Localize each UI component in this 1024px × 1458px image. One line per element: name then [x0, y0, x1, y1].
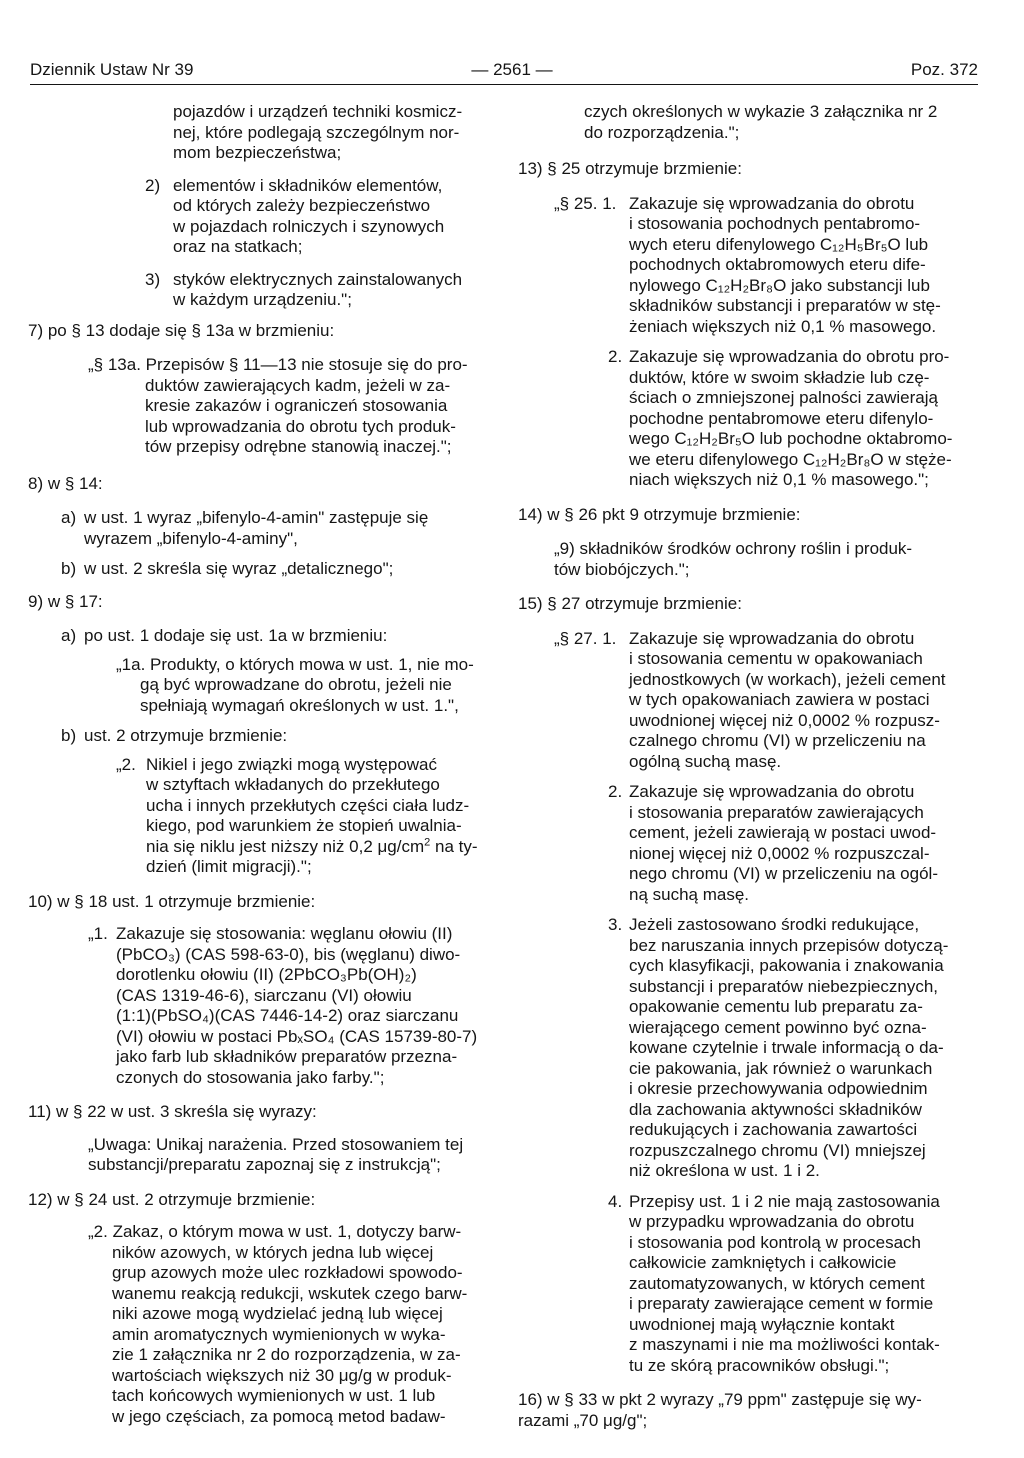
- text-line: (CAS 1319-46-6), siarczanu (VI) ołowiu: [116, 985, 412, 1005]
- point-14-quote: „9) składników środków ochrony roślin i produk- tów biobójczych.";: [554, 539, 913, 579]
- section-25-2-text: [629, 347, 984, 491]
- section-25-1-first-line: Zakazuje się wprowadzania do obrotu: [629, 193, 915, 213]
- paragraph-1a: [116, 655, 510, 717]
- point-8b: [61, 559, 510, 580]
- point-9b-text: ust. 2 otrzymuje brzmienie:: [84, 726, 288, 745]
- section-13a: [88, 355, 510, 458]
- point-14: 14) w § 26 pkt 9 otrzymuje brzmienie:: [518, 504, 801, 524]
- item-2: [145, 176, 510, 258]
- item-3-text: styków elektrycznych zainstalowanych w każdym urządzeniu.";: [173, 269, 463, 309]
- section-25-1-text: [629, 214, 984, 337]
- section-25-label: „§ 25. 1.: [554, 193, 617, 213]
- paragraph-2-text-a: Nikiel i jego związki mogą występować w sztyftach wkładanych do przekłutego ucha i innych przekłutych części ciała ludz- kiego, pod warunkiem że stopień uwalnia- nia się niklu jest niższy niż 0,2 μg/cm: [146, 754, 470, 856]
- point-8a: [61, 508, 510, 549]
- section-27-4-label: 4.: [608, 1191, 623, 1211]
- point-9a: [61, 626, 510, 647]
- text-line: we eteru difenylowego C₁₂H₂Br₈O w stęże-: [629, 449, 952, 469]
- section-27-1-first-line: Zakazuje się wprowadzania do obrotu: [629, 628, 915, 648]
- text-line: (1:1)(PbSO₄)(CAS 7446-14-2) oraz siarczanu: [116, 1006, 459, 1025]
- position-number: Poz. 372: [910, 60, 978, 79]
- item-3: [145, 270, 510, 311]
- section-27-1-text: i stosowania cementu w opakowaniach jednostkowych (w workach), jeżeli cement w tych opakowaniach zawiera w postaci uwodnionej więcej niż 0,0002 % rozpusz- czalnego chromu (VI) w przeliczeniu na ogólną suchą masę.: [629, 649, 946, 771]
- header-rule: [30, 84, 978, 85]
- section-27-3: [608, 915, 984, 1182]
- section-27-3-text: Jeżeli zastosowano środki redukujące, bez naruszania innych przepisów dotyczą- cych klasyfikacji, pakowania i znakowania substancji i preparatów niebezpiecznych, opakowanie cementu lub preparatu za- wierającego cement powinno być ozna- kowane czytelnie i trwale informacją o da- cie pakowania, jak również o warunkach i okresie przechowywania odpowiednim dla zachowania aktywności składników redukujących i zachowania zawartości rozpuszczalnego chromu (VI) mniejszej niż określona w ust. 1 i 2.: [629, 915, 949, 1180]
- point-9b: [61, 726, 510, 747]
- text-line: wego C₁₂H₂Br₅O lub pochodne oktabromo-: [629, 429, 953, 448]
- paragraph-24-2-label: „2.: [88, 1222, 108, 1241]
- text-line: pochodnych oktabromowych eteru dife-: [629, 255, 926, 274]
- paragraph-24-2-text: ników azowych, w których jedna lub więcej grup azowych może ulec rozkładowi spowodo- wanemu reakcją redukcji, wskutek czego barw- niki azowe mogą wydzielać jedną lub więcej amin aromatycznych wymienionych w wyka- zie 1 załącznika nr 2 do rozporządzenia, w za- wartościach większych niż 30 μg/g w produk- tach końcowych wymienionych w ust. 1 lub w jego częściach, za pomocą metod badaw-: [112, 1242, 468, 1426]
- section-13a-first-line: Przepisów § 11—13 nie stosuje się do pro-: [145, 355, 468, 374]
- paragraph-1a-text: gą być wprowadzane do obrotu, jeżeli nie spełniają wymagań określonych w ust. 1.",: [140, 675, 459, 715]
- point-11: 11) w § 22 w ust. 3 skreśla się wyrazy:: [28, 1102, 317, 1121]
- section-27-2-label: 2.: [608, 782, 623, 801]
- section-25-1: [554, 194, 984, 338]
- section-27-3-label: 3.: [608, 915, 623, 934]
- section-13a-text: duktów zawierających kadm, jeżeli w za- kresie zakazów i ograniczeń stosowania lub wprowadzania do obrotu tych produk- tów przepisy odrębne stanowią inaczej.";: [145, 375, 456, 456]
- point-16: 16) w § 33 w pkt 2 wyrazy „79 ppm" zastępuje się wy- razami „70 μg/g";: [518, 1390, 922, 1430]
- text-line: (VI) ołowiu w postaci PbₓSO₄ (CAS 15739-80-7): [116, 1026, 478, 1046]
- unit-exponent: 2: [424, 835, 431, 848]
- item-2-text: elementów i składników elementów, od których zależy bezpieczeństwo w pojazdach rolniczych i szynowych oraz na statkach;: [173, 175, 445, 256]
- paragraph-1a-label: „1a.: [116, 654, 146, 674]
- paragraph-18-1-text: [116, 924, 510, 1088]
- text-line: wych eteru difenylowego C₁₂H₅Br₅O lub: [629, 234, 929, 254]
- section-13a-label: „§ 13a.: [88, 355, 141, 374]
- text-line: niach większych niż 0,1 % masowego.";: [629, 470, 929, 489]
- item-1-continuation: pojazdów i urządzeń techniki kosmicz- nej, które podlegają szczególnym nor- mom bezpieczeństwa;: [173, 102, 463, 162]
- journal-title: Dziennik Ustaw Nr 39: [30, 60, 194, 79]
- text-line: czonych do stosowania jako farby.";: [116, 1067, 385, 1087]
- point-8a-label: a): [61, 508, 77, 527]
- section-27-1: [554, 629, 984, 773]
- text-line: pochodne pentabromowe eteru difenylo-: [629, 408, 934, 428]
- point-8: 8) w § 14:: [28, 473, 103, 493]
- text-line: ściach o zmniejszonej palności zawierają: [629, 388, 938, 407]
- section-27-4-text: Przepisy ust. 1 i 2 nie mają zastosowania w przypadku wprowadzania do obrotu i stosowania pod kontrolą w procesach całkowicie zamkniętych i całkowicie zautomatyzowanych, w których cement i preparaty zawierające cement w formie uwodnionej mają wyłącznie kontakt z maszynami i nie ma możliwości kontak- tu ze skórą pracowników obsługi.";: [629, 1191, 940, 1375]
- paragraph-2-text-b: na ty- dzień (limit migracji).";: [146, 836, 478, 876]
- page-number: — 2561 —: [471, 60, 553, 79]
- section-27-label: „§ 27. 1.: [554, 628, 617, 648]
- paragraph-2-label: „2.: [116, 754, 136, 774]
- point-7: 7) po § 13 dodaje się § 13a w brzmieniu:: [28, 320, 335, 340]
- point-15: 15) § 27 otrzymuje brzmienie:: [518, 594, 742, 613]
- text-line: nylowego C₁₂H₂Br₈O jako substancji lub: [629, 275, 930, 295]
- text-line: żeniach większych niż 0,1 % masowego.: [629, 316, 937, 336]
- point-8a-text: w ust. 1 wyraz „bifenylo-4-amin" zastępuje się wyrazem „bifenylo-4-aminy",: [84, 508, 429, 548]
- right-column: [518, 102, 984, 1431]
- paragraph-2-text: [146, 755, 510, 878]
- paragraph-24-2: [88, 1222, 510, 1427]
- text-line: Zakazuje się wprowadzania do obrotu pro-: [629, 347, 950, 366]
- section-27-2-text: Zakazuje się wprowadzania do obrotu i stosowania preparatów zawierających cement, jeżeli zawierają w postaci uwod- nionej więcej niż 0,0002 % rozpuszczal- nego chromu (VI) w przeliczeniu na ogól- ną suchą masę.: [629, 782, 938, 904]
- item-3-number: 3): [145, 269, 161, 289]
- point-12: 12) w § 24 ust. 2 otrzymuje brzmienie:: [28, 1189, 316, 1209]
- text-line: duktów, które w swoim składzie lub czę-: [629, 367, 930, 387]
- point-9a-text: po ust. 1 dodaje się ust. 1a w brzmieniu:: [84, 626, 388, 645]
- paragraph-18-1-label: „1.: [88, 924, 108, 943]
- section-27-4: [608, 1192, 984, 1377]
- text-line: Zakazuje się stosowania: węglanu ołowiu (II): [116, 924, 453, 943]
- section-25-2-label: 2.: [608, 347, 623, 366]
- paragraph-24-2-first-line: Zakaz, o którym mowa w ust. 1, dotyczy barw-: [112, 1222, 462, 1241]
- point-8b-label: b): [61, 559, 77, 578]
- text-line: dorotlenku ołowiu (II) (2PbCO₃Pb(OH)₂): [116, 965, 417, 984]
- text-line: (PbCO₃) (CAS 598-63-0), bis (węglanu) diwo-: [116, 944, 461, 964]
- text-line: i stosowania pochodnych pentabromo-: [629, 214, 921, 233]
- paragraph-18-1: [88, 924, 510, 1088]
- point-10: 10) w § 18 ust. 1 otrzymuje brzmienie:: [28, 891, 316, 911]
- paragraph-2-nickel: [116, 755, 510, 878]
- text-line: składników substancji i preparatów w stę-: [629, 296, 941, 315]
- point-8b-text: w ust. 2 skreśla się wyraz „detalicznego";: [84, 559, 394, 578]
- text-line: jako farb lub składników preparatów przezna-: [116, 1047, 458, 1066]
- point-9a-label: a): [61, 626, 77, 645]
- point-9: 9) w § 17:: [28, 591, 103, 611]
- point-11-quote: „Uwaga: Unikaj narażenia. Przed stosowaniem tej substancji/preparatu zapoznaj się z instrukcją";: [88, 1134, 464, 1174]
- section-27-2: [608, 782, 984, 905]
- paragraph-1a-first-line: Produkty, o których mowa w ust. 1, nie mo-: [150, 654, 474, 674]
- section-25-2: [608, 347, 984, 491]
- point-9b-label: b): [61, 726, 77, 745]
- item-2-number: 2): [145, 175, 161, 195]
- left-column: [28, 102, 510, 1427]
- continuation-text: czych określonych w wykazie 3 załącznika nr 2 do rozporządzenia.";: [584, 102, 938, 142]
- point-13: 13) § 25 otrzymuje brzmienie:: [518, 159, 742, 178]
